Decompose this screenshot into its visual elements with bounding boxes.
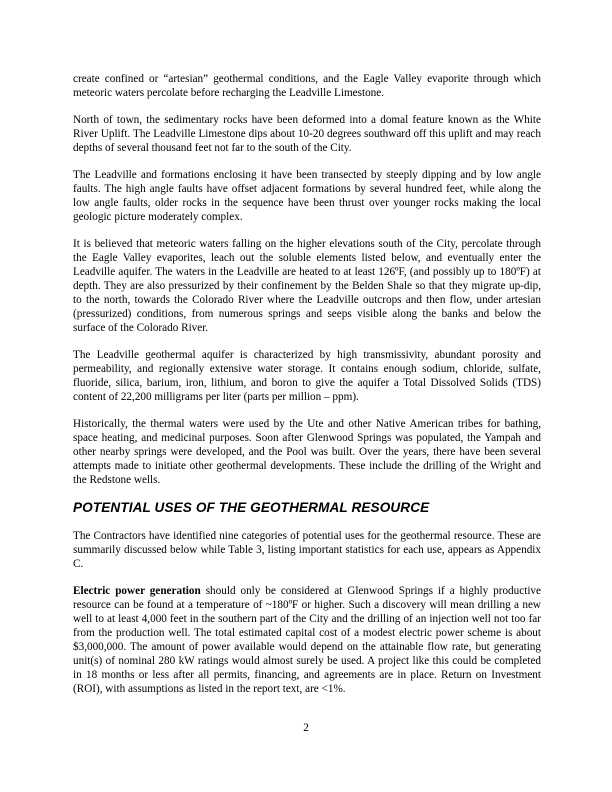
electric-power-lead: Electric power generation: [73, 585, 201, 597]
body-paragraph-5: The Leadville geothermal aquifer is characterized by high transmissivity, abundant porosity and permeability, and regionally extensive water storage. It contains enough sodium, chloride, sulfate, fluoride, silica, barium, iron, lithium, and boron to give the aquifer a Total Dissolved Solids (TDS) content of 22,200 milligrams per liter (parts per million – ppm).: [73, 349, 541, 403]
body-paragraph-6: Historically, the thermal waters were used by the Ute and other Native American tribes for bathing, space heating, and medicinal purposes. Soon after Glenwood Springs was populated, the Yampah and other nearby springs were developed, and the Pool was built. Over the years, there have been several attempts made to initiate other geothermal developments. These include the drilling of the Wright and the Redstone wells.: [73, 418, 541, 486]
section-intro-paragraph: The Contractors have identified nine categories of potential uses for the geothermal resource. These are summarily discussed below while Table 3, listing important statistics for each use, appears as Appendix C.: [73, 530, 541, 570]
electric-power-body: should only be considered at Glenwood Springs if a highly productive resource can be found at a temperature of ~180ºF or higher. Such a discovery will mean drilling a new well to at least 4,000 feet in the southern part of the City and the drilling of an injection well not too far from the production well. The total estimated capital cost of a modest electric power scheme is about $3,000,000. The amount of power available would depend on the attainable flow rate, but generating unit(s) of nominal 280 kW ratings would almost surely be used. A project like this could be completed in 18 months or less after all permits, financing, and agreements are in place. Return on Investment (ROI), with assumptions as listed in the report text, are <1%.: [73, 585, 541, 695]
electric-power-paragraph: [73, 584, 541, 696]
body-paragraph-4: It is believed that meteoric waters falling on the higher elevations south of the City, percolate through the Eagle Valley evaporites, leach out the soluble elements listed below, and eventually enter the Leadville aquifer. The waters in the Leadville are heated to at least 126ºF, (and possibly up to 180ºF) at depth. They are also pressurized by their confinement by the Belden Shale so that they migrate up-dip, to the north, towards the Colorado River where the Leadville outcrops and then flow, under artesian (pressurized) conditions, from numerous springs and seeps visible along the banks and below the surface of the Colorado River.: [73, 238, 541, 334]
document-page: [73, 72, 541, 696]
page-number: 2: [303, 722, 309, 734]
body-paragraph-3: The Leadville and formations enclosing it have been transected by steeply dipping and by low angle faults. The high angle faults have offset adjacent formations by several hundred feet, while along the low angle faults, older rocks in the sequence have been thrust over younger rocks making the local geologic picture moderately complex.: [73, 169, 541, 223]
section-heading: POTENTIAL USES OF THE GEOTHERMAL RESOURCE: [73, 500, 430, 515]
body-paragraph-2: North of town, the sedimentary rocks have been deformed into a domal feature known as the White River Uplift. The Leadville Limestone dips about 10-20 degrees southward off this uplift and may reach depths of several thousand feet not far to the south of the City.: [73, 114, 541, 154]
body-paragraph-1: create confined or “artesian” geothermal conditions, and the Eagle Valley evaporite through which meteoric waters percolate before recharging the Leadville Limestone.: [73, 73, 541, 99]
